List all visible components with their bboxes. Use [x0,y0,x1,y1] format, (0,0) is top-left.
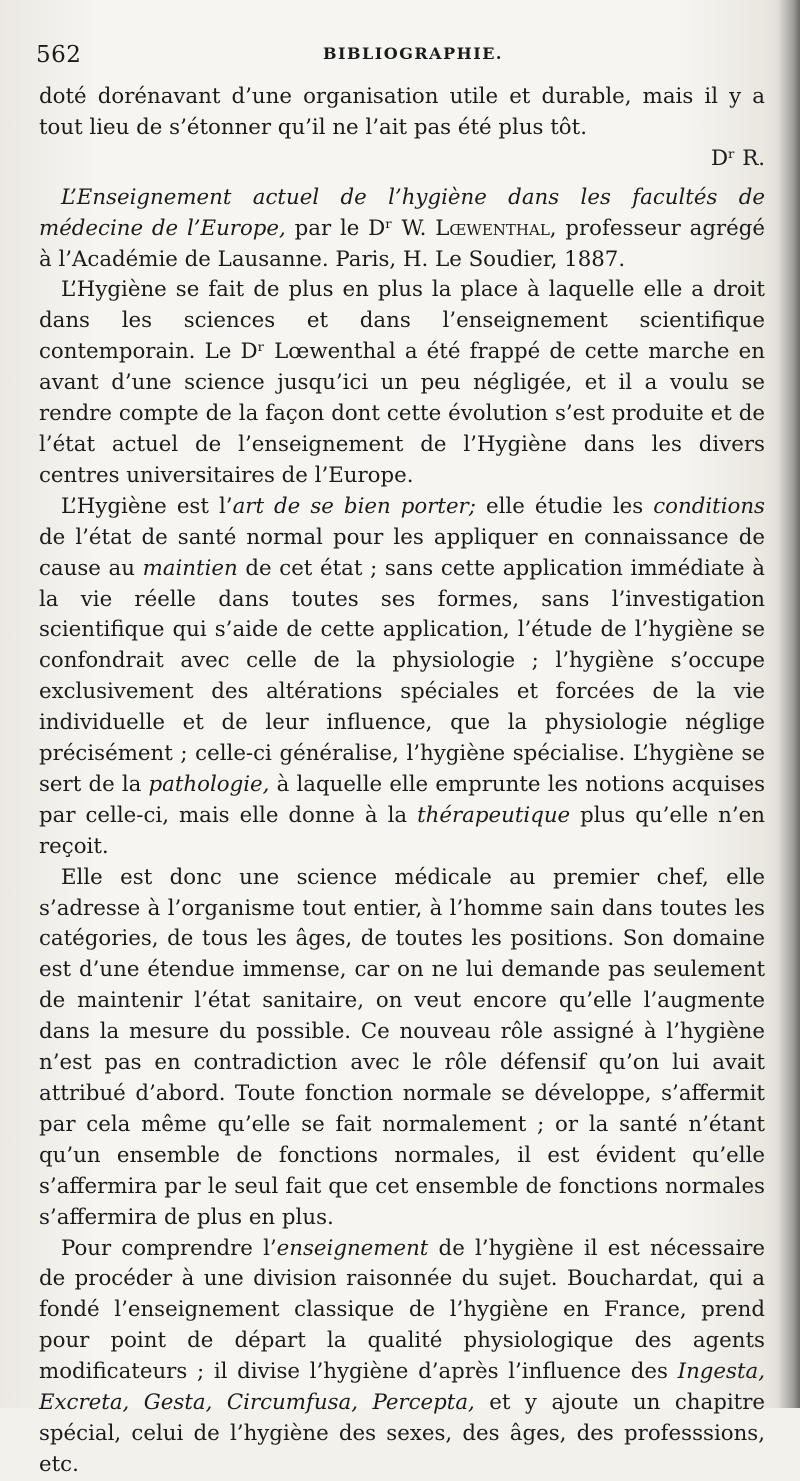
text-run: Pour comprendre l’ [61,1235,277,1261]
running-title: BIBLIOGRAPHIE. [323,44,503,63]
text-run: de l’hygiène il est nécessaire de procéder à une division raisonnée du sujet. Bouchardat, qui a fondé l’enseignement classique de l’hygiène en France, prend pour point de départ la qualité physiologique des agents modificateurs ; il divise l’hygiène d’après l’influence des [39,1235,765,1385]
page-edge-shadow [778,0,800,1408]
text-run: elle étudie les [475,493,654,519]
text-run: L’Hygiène est l’ [61,493,233,519]
book-title: L’Enseignement actuel de l’hygiène dans les facultés de médecine de l’Europe, [39,184,765,241]
book-reference [39,183,765,276]
reference-by: par le Dʳ W. [285,215,436,241]
italic-run: thérapeutique [417,802,571,828]
paragraph [39,1234,765,1481]
page-header [36,42,736,72]
paragraph-continued [39,82,765,144]
italic-run: maintien [142,555,238,581]
text-run: et y ajoute un chapitre spécial, celui de l’hygiène des sexes, des âges, des professsions, etc. [39,1390,765,1477]
page-number: 562 [36,42,82,68]
text-run: à laquelle elle emprunte les notions acquises par celle-ci, mais elle donne à la [39,771,765,828]
text-run: de cet état ; sans cette application immédiate à la vie réelle dans toutes ses formes, sans l’investigation scientifique qui s’aide de cette application, l’étude de l’hygiène se confondrait avec celle de la physiologie ; l’hygiène s’occupe exclusivement des altérations spéciales et forcées de la vie individuelle et de leur influence, que la physiologie néglige précisément ; celle-ci généralise, l’hygiène spécialise. L’hygiène se sert de la [39,555,765,797]
italic-run: pathologie, [148,771,270,797]
italic-run: Ingesta, Excreta, Gesta, Circumfusa, Percepta, [39,1359,765,1416]
italic-run: conditions [653,493,765,519]
italic-run: enseignement [276,1235,429,1261]
book-author: Lœwenthal [435,215,550,241]
paragraph [39,275,765,491]
review-signature [39,144,765,175]
text-run: de l’état de santé normal pour les appliquer en connaissance de cause au [39,524,765,581]
paragraph-text: L’Hygiène se fait de plus en plus la place à laquelle elle a droit dans les sciences et dans l’enseignement scientifique contemporain. Le Dʳ Lœwenthal a été frappé de cette marche en avant d’une science jusqu’ici un peu négligée, et il a voulu se rendre compte de la façon dont cette évolution s’est produite et de l’état actuel de l’enseignement de l’Hygiène dans les divers centres universitaires de l’Europe. [39,277,765,488]
paragraph [39,492,765,863]
page-body [39,82,765,1481]
paragraph-text: Elle est donc une science médicale au premier chef, elle s’adresse à l’organisme tout entier, à l’homme sain dans toutes les catégories, de tous les âges, de toutes les positions. Son domaine est d’une étendue immense, car on ne lui demande pas seulement de maintenir l’état sanitaire, on veut encore qu’elle l’augmente dans la mesure du possible. Ce nouveau rôle assigné à l’hygiène n’est pas en contradiction avec le rôle défensif qu’on lui avait attribué d’abord. Toute fonction normale se développe, s’affermit par cela même qu’elle se fait normalement ; or la santé n’étant qu’un ensemble de fonctions normales, il est évident qu’elle s’affermira par le seul fait que cet ensemble de fonctions normales s’affermira de plus en plus. [39,864,765,1230]
paragraph [39,863,765,1234]
signature-text: Dʳ R. [710,145,765,171]
paragraph-text: doté dorénavant d’une organisation utile et durable, mais il y a tout lieu de s’étonner qu’il ne l’ait pas été plus tôt. [39,84,765,140]
italic-run: art de se bien porter; [232,493,476,519]
reference-details: , professeur agrégé à l’Académie de Lausanne. Paris, H. Le Soudier, 1887. [39,215,765,272]
text-run: plus qu’elle n’en reçoit. [39,802,765,859]
